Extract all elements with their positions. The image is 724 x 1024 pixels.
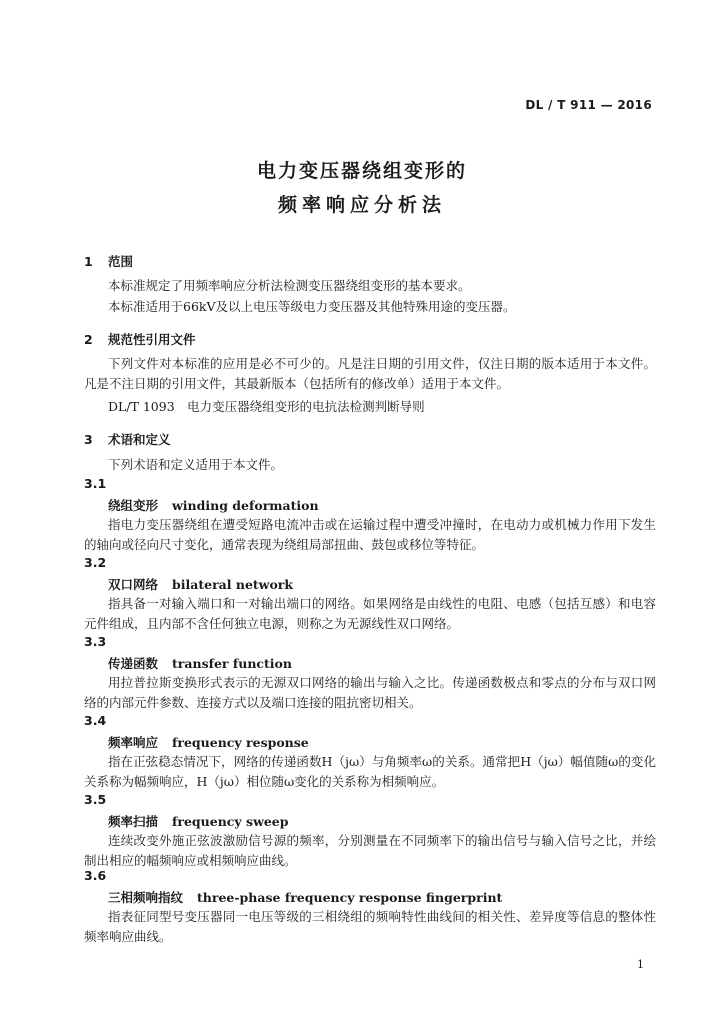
section-title: 范围 (108, 254, 134, 269)
clause-number: 3.4 (84, 713, 107, 728)
paragraph: 下列术语和定义适用于本文件。 (108, 457, 284, 472)
term-zh: 双口网络 (108, 577, 159, 592)
term-heading (108, 654, 292, 672)
clause-number: 3.1 (84, 476, 107, 491)
term-zh: 传递函数 (108, 656, 159, 671)
term-zh: 三相频响指纹 (108, 890, 184, 905)
term-en: winding deformation (172, 498, 319, 513)
term-heading (108, 888, 502, 906)
term-zh: 绕组变形 (108, 498, 159, 513)
term-en: frequency response (172, 735, 309, 750)
paragraph: 本标准适用于66kV及以上电压等级电力变压器及其他特殊用途的变压器。 (108, 299, 516, 314)
term-definition: 用拉普拉斯变换形式表示的无源双口网络的输出与输入之比。传递函数极点和零点的分布与双口网络的内部元件参数、连接方式以及端口连接的阻抗密切相关。 (84, 675, 656, 710)
term-definition: 连续改变外施正弦波激励信号源的频率，分别测量在不同频率下的输出信号与输入信号之比，并绘制出相应的幅频响应或相频响应曲线。 (84, 833, 656, 868)
paragraph: 本标准规定了用频率响应分析法检测变压器绕组变形的基本要求。 (108, 278, 471, 293)
section-2-heading (84, 330, 196, 348)
section-number: 1 (84, 254, 93, 269)
clause-number: 3.3 (84, 634, 107, 649)
term-heading (108, 812, 288, 830)
term-en: bilateral network (172, 577, 294, 592)
term-heading (108, 575, 293, 593)
clause-number: 3.5 (84, 792, 107, 807)
reference-item: DL/T 1093 电力变压器绕组变形的电抗法检测判断导则 (108, 399, 425, 414)
term-heading (108, 733, 309, 751)
section-title: 术语和定义 (108, 432, 171, 447)
section-number: 2 (84, 332, 93, 347)
paragraph: 下列文件对本标准的应用是必不可少的。凡是注日期的引用文件，仅注日期的版本适用于本文件。凡是不注日期的引用文件，其最新版本（包括所有的修改单）适用于本文件。 (84, 356, 656, 391)
section-3-heading (84, 430, 171, 448)
term-en: three-phase frequency response fingerprint (197, 890, 503, 905)
clause-number: 3.6 (84, 868, 107, 883)
term-zh: 频率扫描 (108, 814, 159, 829)
term-en: frequency sweep (172, 814, 289, 829)
page-number: 1 (637, 958, 644, 971)
term-definition: 指表征同型号变压器同一电压等级的三相绕组的频响特性曲线间的相关性、差异度等信息的整体性频率响应曲线。 (84, 909, 656, 944)
section-number: 3 (84, 432, 93, 447)
doc-title-line1: 电力变压器绕组变形的 (256, 160, 467, 182)
clause-number: 3.2 (84, 555, 107, 570)
section-title: 规范性引用文件 (108, 332, 196, 347)
section-1-heading (84, 252, 133, 270)
term-zh: 频率响应 (108, 735, 159, 750)
term-definition: 指电力变压器绕组在遭受短路电流冲击或在运输过程中遭受冲撞时，在电动力或机械力作用下发生的轴向或径向尺寸变化，通常表现为绕组局部扭曲、鼓包或移位等特征。 (84, 517, 656, 552)
term-en: transfer function (172, 656, 292, 671)
term-heading (108, 496, 319, 514)
standard-code: DL / T 911 — 2016 (525, 98, 652, 112)
term-definition: 指在正弦稳态情况下，网络的传递函数H（jω）与角频率ω的关系。通常把H（jω）幅值随ω的变化关系称为幅频响应，H（jω）相位随ω变化的关系称为相频响应。 (84, 754, 656, 789)
term-definition: 指具备一对输入端口和一对输出端口的网络。如果网络是由线性的电阻、电感（包括互感）和电容元件组成，且内部不含任何独立电源，则称之为无源线性双口网络。 (84, 596, 656, 631)
doc-title-line2: 频率响应分析法 (277, 194, 446, 216)
